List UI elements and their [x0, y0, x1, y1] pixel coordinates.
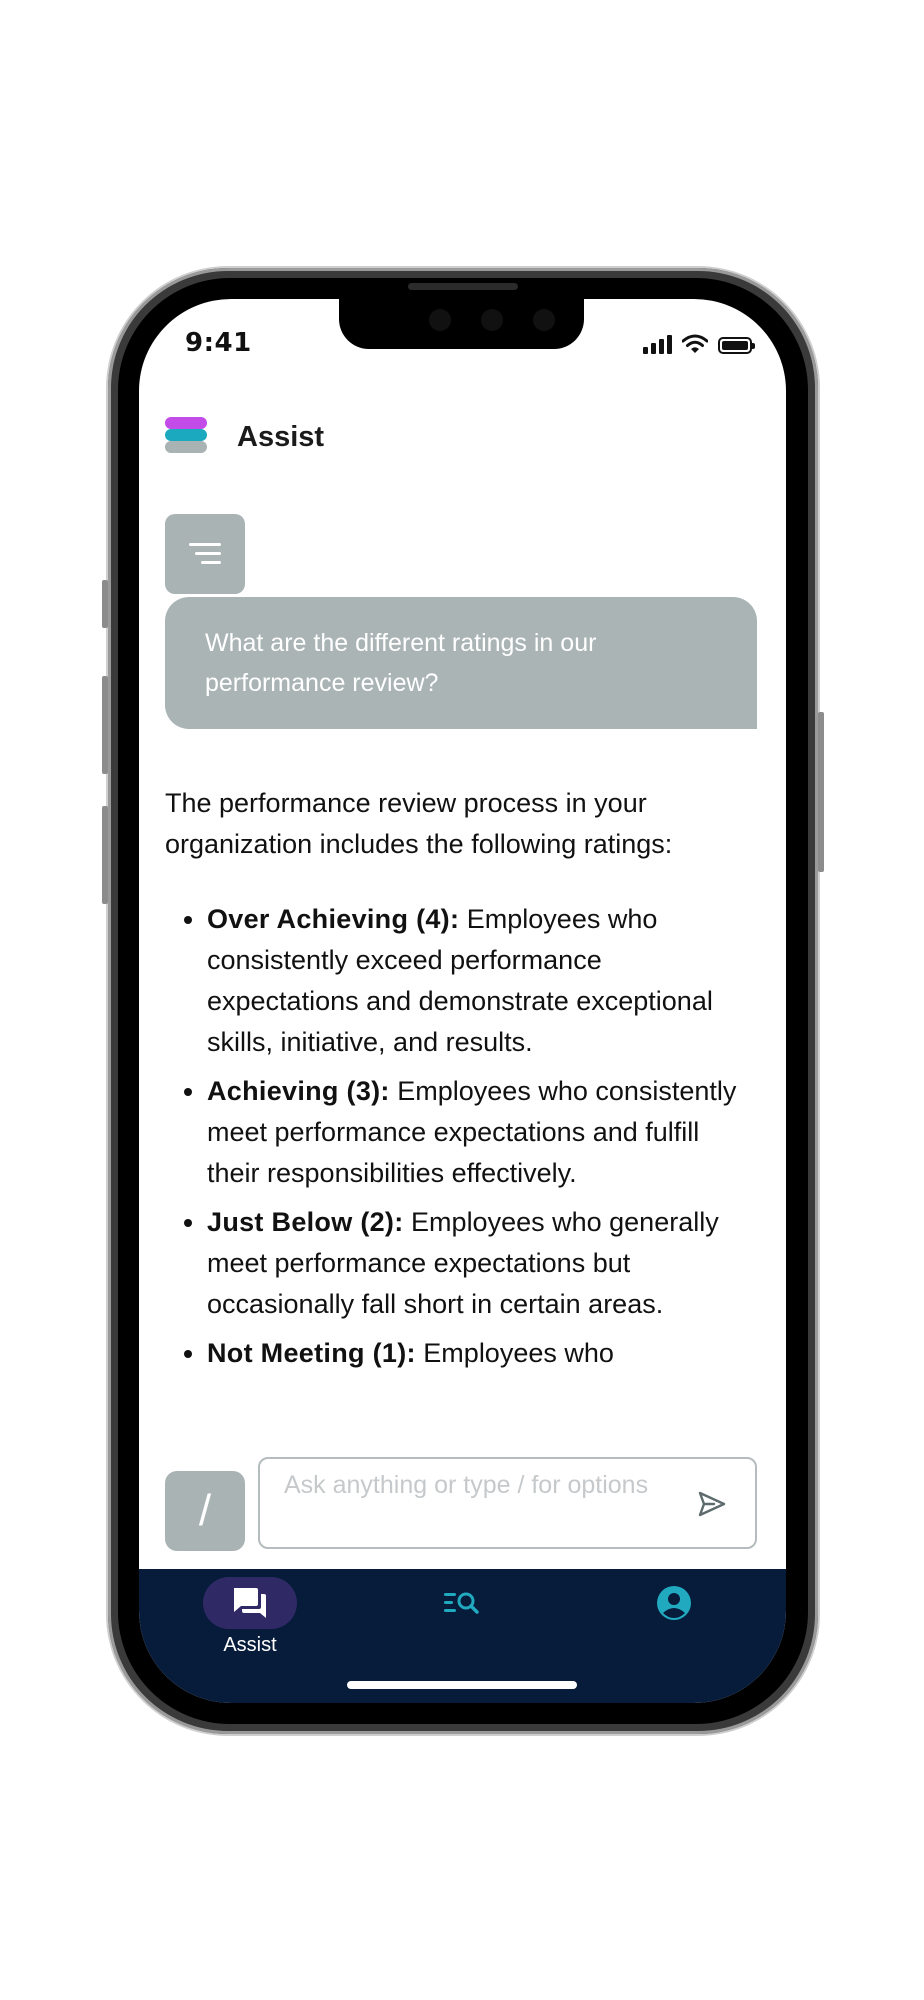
nav-pill — [415, 1577, 509, 1629]
phone-power-button — [818, 712, 824, 872]
app-header — [165, 415, 324, 459]
answer-intro: The performance review process in your organization includes the following ratings: — [165, 788, 673, 859]
cellular-signal-icon — [643, 334, 672, 354]
phone-volume-up-button — [102, 676, 108, 774]
rating-description: Employees who consistently meet performance expectations and fulfill their responsibilities effectively. — [207, 1076, 737, 1188]
notch — [339, 299, 584, 349]
user-message-bubble: What are the different ratings in our performance review? — [165, 597, 757, 729]
rating-description: Employees who — [423, 1338, 614, 1368]
phone-screen — [139, 299, 786, 1703]
nav-item-profile[interactable] — [599, 1577, 749, 1667]
nav-active-pill — [203, 1577, 297, 1629]
sensor-icon — [533, 309, 555, 331]
status-time: 9:41 — [185, 328, 252, 358]
list-item — [207, 1202, 755, 1325]
battery-icon — [718, 337, 752, 354]
app-logo — [165, 417, 207, 457]
rating-title: Achieving (3): — [207, 1076, 390, 1106]
rating-title: Not Meeting (1): — [207, 1338, 416, 1368]
menu-lines-icon — [189, 543, 221, 565]
slash-commands-button[interactable]: / — [165, 1471, 245, 1551]
status-icons — [643, 332, 752, 354]
nav-pill — [627, 1577, 721, 1629]
app-title: Assist — [237, 420, 325, 453]
camera-icon — [429, 309, 451, 331]
nav-item-search[interactable] — [387, 1577, 537, 1667]
account-circle-icon — [656, 1585, 692, 1621]
rating-description: Employees who consistently exceed performance expectations and demonstrate exceptional skills, initiative, and results. — [207, 904, 713, 1057]
wifi-icon — [682, 334, 708, 354]
list-item — [207, 1071, 755, 1194]
nav-label-assist: Assist — [223, 1634, 277, 1656]
list-item — [207, 1333, 755, 1374]
message-input-container — [258, 1457, 757, 1549]
menu-button[interactable] — [165, 514, 245, 594]
chat-bubbles-icon — [232, 1586, 268, 1620]
rating-title: Over Achieving (4): — [207, 904, 460, 934]
home-indicator — [347, 1681, 577, 1689]
rating-title: Just Below (2): — [207, 1207, 404, 1237]
rating-description: Employees who generally meet performance expectations but occasionally fall short in certain areas. — [207, 1207, 719, 1319]
list-item — [207, 899, 755, 1063]
nav-item-assist[interactable] — [175, 1577, 325, 1667]
ratings-list — [165, 899, 755, 1374]
assistant-answer — [165, 783, 755, 1455]
phone-volume-down-button — [102, 806, 108, 904]
phone-action-button — [102, 580, 108, 628]
message-input[interactable] — [284, 1469, 664, 1539]
sensor-icon — [481, 309, 503, 331]
phone-speaker — [408, 283, 518, 290]
search-list-icon — [444, 1590, 480, 1616]
send-icon[interactable] — [697, 1489, 727, 1519]
